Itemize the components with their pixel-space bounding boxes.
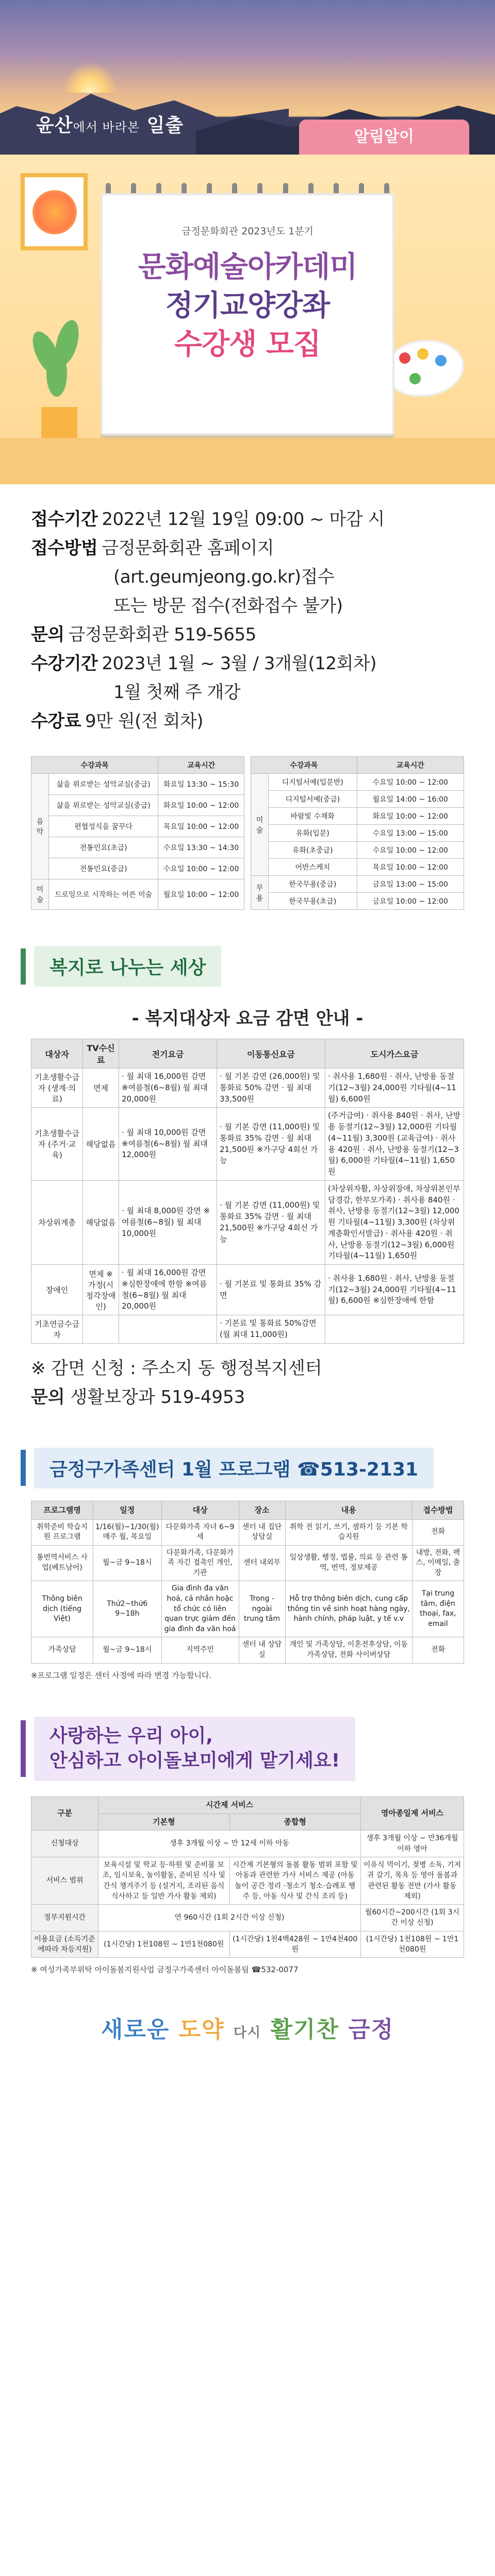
table-row [31, 879, 244, 910]
table-cell: 바람빛 수채화 [269, 808, 357, 825]
table-header: 교육시간 [357, 757, 464, 774]
info-value: 9만 원(전 회차) [85, 711, 204, 732]
plant-icon [31, 319, 88, 443]
table-cell: · 월 기본료 및 통화료 35% 감면 [217, 1265, 325, 1315]
table-cell: 지역주민 [161, 1637, 239, 1663]
table-cell: 금요일 10:00 ~ 12:00 [357, 893, 464, 910]
table-cell: 무용 [251, 876, 269, 910]
table-cell: 음악 [31, 774, 49, 879]
welfare-note [0, 1344, 495, 1412]
table-cell [83, 1315, 119, 1344]
info-method [31, 534, 464, 563]
welfare-section [0, 946, 495, 1412]
table-cell: 삶을 위로받는 성악교실(중급) [49, 795, 158, 816]
table-header: 일정 [93, 1501, 162, 1519]
family-note: ※프로그램 일정은 센터 사정에 따라 변경 가능합니다. [31, 1670, 212, 1680]
table-header: 대상자 [31, 1039, 83, 1069]
table-header: 영아종일제 서비스 [361, 1797, 464, 1831]
childcare-table [31, 1797, 464, 1958]
table-row [31, 1637, 464, 1663]
table-cell: 취학 전 읽기, 쓰기, 셈하기 등 기본 학습지원 [285, 1519, 412, 1545]
table-cell: 해당없음 [83, 1108, 119, 1181]
contact-value: 생활보장과 519-4953 [70, 1386, 245, 1408]
table-cell: Thông biên dịch (tiếng Việt) [31, 1581, 93, 1637]
logo-part: 활기찬 [270, 2016, 339, 2043]
section-title [34, 1717, 355, 1781]
table-cell: 내방, 전화, 팩스, 이메일, 출장 [412, 1545, 464, 1581]
table-cell: 장애인 [31, 1265, 83, 1315]
table-row [31, 1108, 464, 1181]
table-cell: · 월 기본 감면 (26,000원) 및 통화료 50% 감면 · 월 최대 33,500원 [217, 1069, 325, 1108]
table-cell: 월~금 9~18시 [93, 1545, 162, 1581]
logo-part: 새로운 [101, 2016, 170, 2043]
header-title-main: 윤산 [36, 114, 73, 136]
table-header: 시간제 서비스 [98, 1797, 361, 1814]
contact-label: 문의 [31, 1386, 65, 1408]
header-title-small: 에서 바라본 [73, 120, 140, 134]
info-label: 수강료 [31, 711, 81, 732]
table-row [251, 791, 464, 808]
table-row [31, 1857, 464, 1904]
table-cell: 생후 3개월 이상 ~ 만 12세 이하 아동 [98, 1831, 361, 1857]
table-row [31, 1180, 464, 1264]
table-row [31, 774, 244, 795]
table-cell: 수요일 13:00 ~ 15:00 [357, 825, 464, 842]
table-row [31, 858, 244, 879]
table-row [31, 1265, 464, 1315]
table-cell: 가족상담 [31, 1637, 93, 1663]
table-cell: 금요일 13:00 ~ 15:00 [357, 876, 464, 893]
table-cell: 다문화가족 자녀 6~9세 [161, 1519, 239, 1545]
table-cell: 월~금 9~18시 [93, 1637, 162, 1663]
table-row [31, 1545, 464, 1581]
table-row [251, 774, 464, 791]
table-cell: · 월 기본 감면 (11,000원) 및 통화료 35% 감면 · 월 최대 21,500원 ※가구당 4회선 가능 [217, 1180, 325, 1264]
table-cell: 취학준비 학습지원 프로그램 [31, 1519, 93, 1545]
table-cell: 신청대상 [31, 1831, 98, 1857]
info-value: 금정문화회관 519-5655 [68, 624, 256, 645]
logo-part: 금정 [348, 2016, 394, 2043]
section-title: 금정구가족센터 1월 프로그램 ☎513-2131 [34, 1448, 434, 1488]
course-table-right [251, 756, 464, 910]
table-cell: 차상위계층 [31, 1180, 83, 1264]
course-table-left [31, 756, 244, 910]
welfare-apply-note: ※ 감면 신청 : 주소지 동 행정복지센터 [31, 1358, 322, 1379]
table-cell: 편협성식을 꿈꾸다 [49, 816, 158, 837]
table-cell: 유화(초중급) [269, 842, 357, 859]
section-header [0, 946, 495, 987]
section-title: 복지로 나누는 세상 [34, 946, 221, 987]
welfare-subtitle: - 복지대상자 요금 감면 안내 - [131, 1008, 364, 1029]
info-term [31, 649, 464, 678]
info-label: 접수방법 [31, 538, 98, 558]
table-row [251, 842, 464, 859]
table-header: 종합형 [229, 1814, 361, 1831]
info-method-url: (art.geumjeong.go.kr)접수 [113, 567, 335, 587]
table-cell: 한국무용(중급) [269, 876, 357, 893]
section-badge: 알림알이 [299, 120, 469, 155]
table-cell: 센터 내외부 [239, 1545, 285, 1581]
table-row [31, 795, 244, 816]
table-cell: 연 960시간 (1회 2시간 이상 신청) [98, 1905, 361, 1931]
table-cell: 센터 내 집단상담실 [239, 1519, 285, 1545]
table-cell: 기초연금수급자 [31, 1315, 83, 1344]
table-cell: · 취사용 1,680원 · 취사, 난방용 동절기(12~3월) 24,000원 기타월(4~11월) 6,600원 ※심한장애에 한함 [325, 1265, 464, 1315]
family-program-table [31, 1501, 464, 1664]
table-cell: · 월 최대 8,000원 감면 ※여름철(6~8월) 월 최대 10,000원 [119, 1180, 217, 1264]
table-cell: 화요일 10:00 ~ 12:00 [158, 795, 244, 816]
sunrise-graphic [62, 62, 119, 93]
section-title-line1: 사랑하는 우리 아이, [50, 1725, 213, 1747]
table-cell: 미술 [31, 879, 49, 910]
table-cell: 전화 [412, 1637, 464, 1663]
table-header: 프로그램명 [31, 1501, 93, 1519]
childcare-section [0, 1717, 495, 1975]
district-slogan-logo [0, 2011, 495, 2044]
section-title-line2: 안심하고 아이돌보미에게 맡기세요! [50, 1750, 340, 1772]
academy-info [0, 484, 495, 746]
table-cell: 목요일 10:00 ~ 12:00 [158, 816, 244, 837]
table-cell: 전화 [412, 1519, 464, 1545]
table-cell: 해당없음 [83, 1180, 119, 1264]
table-row [31, 816, 244, 837]
table-cell: 전통민요(초급) [49, 837, 158, 858]
info-period [31, 505, 464, 534]
info-label: 접수기간 [31, 509, 98, 530]
table-cell: (차상위자활, 차상위장애, 차상위본인부담경감, 한부모가족) · 취사용 840원 · 취사, 난방용 동절기(12~3월) 12,000원 기타월(4~11월) 3,300원 (차상위계층확인서발급) · 취사용 420원 · 취사, 난방용 동절기(12~3월) 6,000원 기타월(4~11월) 1,650원 [325, 1180, 464, 1264]
info-label: 수강기간 [31, 653, 98, 674]
table-cell: 기초생활수급자 (생계·의료) [31, 1069, 83, 1108]
header-banner [0, 0, 495, 155]
table-row [251, 859, 464, 876]
table-cell: 수요일 10:00 ~ 12:00 [357, 774, 464, 791]
table-cell: 생후 3개월 이상 ~ 만36개월 이하 영아 [361, 1831, 464, 1857]
academy-poster [0, 155, 495, 484]
table-header: 기본형 [98, 1814, 230, 1831]
table-row [251, 808, 464, 825]
poster-title-line3: 수강생 모집 [174, 328, 321, 361]
table-cell: 목요일 10:00 ~ 12:00 [357, 859, 464, 876]
family-center-section [0, 1448, 495, 1681]
poster-floor [0, 438, 495, 484]
info-method-note: 또는 방문 접수(전화접수 불가) [113, 596, 343, 616]
header-title-end: 일출 [140, 114, 184, 136]
table-cell: 수요일 13:30 ~ 14:30 [158, 837, 244, 858]
table-cell: 수요일 10:00 ~ 12:00 [357, 842, 464, 859]
table-header: 대상 [161, 1501, 239, 1519]
table-cell: · 기본료 및 통화료 50%감면 (월 최대 11,000원) [217, 1315, 325, 1344]
table-header-row [31, 1501, 464, 1519]
table-header: 전기요금 [119, 1039, 217, 1069]
logo-part: 다시 [233, 2025, 262, 2041]
info-term-start: 1월 첫째 주 개강 [113, 682, 241, 703]
table-cell: 정부지원시간 [31, 1905, 98, 1931]
table-row [31, 1831, 464, 1857]
info-fee [31, 707, 464, 736]
table-cell: Gia đình đa văn hoá, cá nhân hoặc tổ chức có liên quan trực giảm đến gia đình đa văn hoá [161, 1581, 239, 1637]
table-header-row [31, 1039, 464, 1069]
table-row [251, 876, 464, 893]
table-cell: 월요일 10:00 ~ 12:00 [158, 879, 244, 910]
table-cell: 수요일 10:00 ~ 12:00 [158, 858, 244, 879]
table-cell: 디지털서예(입문반) [269, 774, 357, 791]
section-marker [21, 1720, 26, 1777]
table-cell: 이유식 먹이기, 젖병 소독, 기저귀 갈기, 목욕 등 영아 돌봄과 관련된 활동 전반 (가사 활동 제외) [361, 1857, 464, 1904]
table-cell [119, 1315, 217, 1344]
course-tables [0, 746, 495, 910]
table-cell: 월요일 14:00 ~ 16:00 [357, 791, 464, 808]
table-row [31, 837, 244, 858]
table-cell: · 월 기본 감면 (11,000원) 및 통화료 35% 감면 · 월 최대 21,500원 ※가구당 4회선 가능 [217, 1108, 325, 1181]
table-cell: · 월 최대 16,000원 감면 ※심한장애에 한함 ※여름철(6~8월) 월 최대 20,000원 [119, 1265, 217, 1315]
header-title [36, 111, 184, 137]
table-cell: Tại trung tâm, điện thoại, fax, email [412, 1581, 464, 1637]
table-cell [325, 1315, 464, 1344]
table-cell: 시간제 기본형의 돌봄 활동 범위 포함 및 아동과 관련한 가사 서비스 제공 (아동 놀이 공간 정리 ·청소기 청소·습례포 행주 등, 아동 식사 및 간식 조리 등) [229, 1857, 361, 1904]
table-cell: 일상생활, 행정, 법률, 의료 등 관련 통역, 번역, 정보제공 [285, 1545, 412, 1581]
table-header: 수강과목 [251, 757, 357, 774]
table-header: 도시가스요금 [325, 1039, 464, 1069]
table-row [251, 825, 464, 842]
table-cell: 디지털서예(중급) [269, 791, 357, 808]
table-header: 접수방법 [412, 1501, 464, 1519]
table-cell: 면제 ※ 가정(시청각장애인) [83, 1265, 119, 1315]
table-cell: 면제 [83, 1069, 119, 1108]
table-cell: 1/16(월)~1/30(월) 매주 월, 목요일 [93, 1519, 162, 1545]
table-row [31, 1315, 464, 1344]
table-row [31, 1069, 464, 1108]
section-header [0, 1717, 495, 1781]
table-cell: (1시간당) 1천108원 ~ 1만1천080원 [361, 1931, 464, 1958]
table-cell: 보육시설 및 학교 등·하원 및 준비물 보조, 임시보육, 놀이활동, 준비된 식사 및 간식 챙겨주기 등 (설거지, 조리된 음식 식사하고 등 일반 가사 활동 제외) [98, 1857, 230, 1904]
table-cell: Hỗ trợ thông biên dịch, cung cấp thông tin về sinh hoạt hàng ngày, hành chính, pháp luật, y tế v.v [285, 1581, 412, 1637]
table-header: 내용 [285, 1501, 412, 1519]
table-cell: Trong -ngoài trung tâm [239, 1581, 285, 1637]
poster-board [101, 193, 394, 435]
info-contact [31, 620, 464, 649]
section-header [0, 1448, 495, 1488]
section-marker [21, 1450, 26, 1486]
welfare-contact [31, 1383, 464, 1412]
welfare-table [31, 1039, 464, 1344]
table-row [251, 893, 464, 910]
logo-part: 도약 [178, 2016, 225, 2043]
table-cell: 전통민요(중급) [49, 858, 158, 879]
table-cell: 한국무용(초급) [269, 893, 357, 910]
table-cell: 개인 및 가족상담, 이혼전후상담, 이동가족상담, 전화 사이버상담 [285, 1637, 412, 1663]
table-cell: 화요일 13:30 ~ 15:30 [158, 774, 244, 795]
table-cell: 다문화가족, 다문화가족 자긴 접촉인 개인, 기관 [161, 1545, 239, 1581]
table-header: 구분 [31, 1797, 98, 1831]
poster-title-line2: 정기교양강좌 [165, 289, 330, 323]
table-cell: 미술 [251, 774, 269, 876]
table-row [31, 1519, 464, 1545]
table-cell: · 월 최대 10,000원 감면 ※여름철(6~8월) 월 최대 12,000원 [119, 1108, 217, 1181]
childcare-note: ※ 여성가족부위탁 아이돌봄지원사업 금정구가족센터 아이돌봄팀 ☎532-0077 [31, 1965, 299, 1975]
table-header: 수강과목 [31, 757, 158, 774]
bottom-spacer [0, 2044, 495, 2075]
info-value: 2022년 12월 19일 09:00 ~ 마감 시 [102, 509, 385, 530]
table-cell: 삶을 위로받는 성악교실(중급) [49, 774, 158, 795]
table-cell: (1시간당) 1천108원 ~ 1만1천080원 [98, 1931, 230, 1958]
table-header-row [31, 1797, 464, 1814]
table-cell: 어반스케치 [269, 859, 357, 876]
table-cell: 센터 내 상담실 [239, 1637, 285, 1663]
picture-frame-icon [21, 173, 88, 250]
table-cell: 통번역서비스 사업(베트남어) [31, 1545, 93, 1581]
table-cell: (주거급여) · 취사용 840원 · 취사, 난방용 동절기(12~3월) 12,000원 기타월(4~11월) 3,300원 (교육급여) · 취사용 420원 · 취사, 난방용 동절기(12~3월) 6,000원 기타월(4~11월) 1,650원 [325, 1108, 464, 1181]
table-cell: 드로잉으로 시작하는 어른 미술 [49, 879, 158, 910]
table-cell: 월60시간~200시간 (1회 3시간 이상 신청) [361, 1905, 464, 1931]
poster-supertitle: 금정문화회관 2023년도 1분기 [181, 226, 314, 237]
table-header: 교육시간 [158, 757, 244, 774]
table-header: TV수신료 [83, 1039, 119, 1069]
table-cell: (1시간당) 1천4백428원 ~ 1만4천400원 [229, 1931, 361, 1958]
table-cell: 이용요금 (소득기준에따라 차등지원) [31, 1931, 98, 1958]
table-cell: 서비스 범위 [31, 1857, 98, 1904]
table-cell: Thứ2~thứ6 9~18h [93, 1581, 162, 1637]
table-row [31, 1931, 464, 1958]
section-marker [21, 948, 26, 985]
table-cell: 기초생활수급자 (주거·교육) [31, 1108, 83, 1181]
table-header: 이동통신요금 [217, 1039, 325, 1069]
table-cell: 유화(입문) [269, 825, 357, 842]
info-label: 문의 [31, 624, 64, 645]
table-cell: 화요일 10:00 ~ 12:00 [357, 808, 464, 825]
info-value: 2023년 1월 ~ 3월 / 3개월(12회차) [102, 653, 376, 674]
poster-title-line1: 문화예술아카데미 [138, 250, 357, 284]
table-row [31, 1905, 464, 1931]
table-row [31, 1581, 464, 1637]
table-cell: · 월 최대 16,000원 감면 ※여름철(6~8월) 월 최대 20,000원 [119, 1069, 217, 1108]
table-cell: · 취사용 1,680원 · 취사, 난방용 동절기(12~3월) 24,000원 기타월(4~11월) 6,600원 [325, 1069, 464, 1108]
info-value: 금정문화회관 홈페이지 [102, 538, 274, 558]
table-header: 장소 [239, 1501, 285, 1519]
